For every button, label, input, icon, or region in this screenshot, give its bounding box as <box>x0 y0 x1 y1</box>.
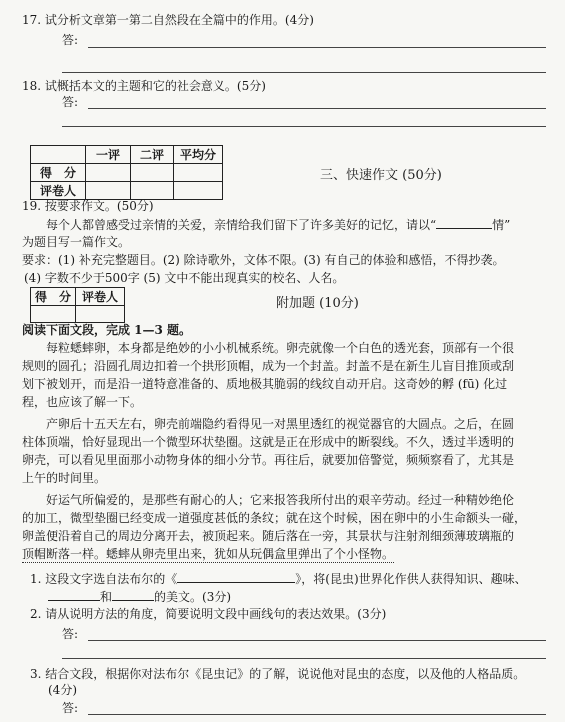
q17-answer-line-1[interactable] <box>88 47 546 48</box>
underlined-passage-line: 顶帽断落一样。蟋蟀从卵壳里出来，犹如从玩偶盒里弹出了个小怪物。 <box>22 547 395 561</box>
bonus-score-label: 得 分 <box>31 288 76 306</box>
q18-answer-label: 答: <box>62 95 79 109</box>
q17-answer-label: 答: <box>62 33 79 47</box>
score-row-label: 得 分 <box>31 164 86 182</box>
q3-text: 3. 结合文段，根据你对法布尔《昆虫记》的了解，说说他对昆虫的态度，以及他的人格品质。 <box>30 667 526 681</box>
q1-line-2 <box>48 588 231 605</box>
passage-line: 柱体顶端，恰好显现出一个微型环状垫圈。这就是正在形成中的断裂线。不久，透过半透明的 <box>22 435 515 449</box>
grader-cell[interactable] <box>86 182 131 200</box>
score-cell[interactable] <box>131 164 174 182</box>
q2-text: 2. 请从说明方法的角度，简要说明文段中画线句的表达效果。(3分) <box>30 607 387 621</box>
score-cell[interactable] <box>86 164 131 182</box>
grader-row-label: 评卷人 <box>31 182 86 200</box>
score-header-average: 平均分 <box>174 146 223 164</box>
q1-part-a: 1. 这段文字选自法布尔的《 <box>30 572 178 586</box>
q19-prompt <box>46 216 510 233</box>
q19-prompt-part-a: 每个人都曾感受过亲情的关爱，亲情给我们留下了许多美好的记忆，请以“ <box>46 218 437 232</box>
q19-requirements-2: (4) 字数不少于500字 (5) 文中不能出现真实的校名、人名。 <box>24 271 345 285</box>
q17-answer-line-2[interactable] <box>62 72 546 73</box>
q1-part-d: 的美文。(3分) <box>154 590 232 604</box>
passage-line: 产卵后十五天左右，卵壳前端隐约看得见一对黑里透红的视觉器官的大圆点。之后，在圆 <box>22 417 515 431</box>
score-cell[interactable] <box>174 164 223 182</box>
q2-answer-line-2[interactable] <box>62 658 546 659</box>
passage-line: 卵壳，可以看见里面那小动物身体的细小分节。再往后，就要加倍警觉，频频察看了，尤其是 <box>22 453 515 467</box>
q19-prompt-part-b: 情” <box>492 218 511 232</box>
passage-line: 好运气所偏爱的，是那些有耐心的人；它来报答我所付出的艰辛劳动。经过一种精妙绝伦 <box>22 493 515 507</box>
q19-text: 19. 按要求作文。(50分) <box>22 199 154 213</box>
passage-line: 卵盖便沿着自己的周边分离开去，被顶起来。随后落在一旁，其景状与注射剂细颈薄玻璃瓶的 <box>22 529 515 543</box>
q17-text: 17. 试分析文章第一第二自然段在全篇中的作用。(4分) <box>22 13 314 27</box>
score-table <box>30 145 223 200</box>
blank-1[interactable] <box>48 588 100 601</box>
q2-answer-label: 答: <box>62 627 79 641</box>
q3-answer-line-1[interactable] <box>88 714 546 715</box>
bonus-grader-label: 评卷人 <box>76 288 125 306</box>
bonus-score-table <box>30 287 125 323</box>
q18-text: 18. 试概括本文的主题和它的社会意义。(5分) <box>22 79 266 93</box>
title-blank[interactable] <box>436 216 492 229</box>
section-title-writing: 三、快速作文 (50分) <box>320 168 442 183</box>
bonus-score-cell[interactable] <box>31 306 76 323</box>
passage-line: 的加工，微型垫圈已经变成一道强度甚低的条纹；就在这个时候，困在卵中的小生命额头一碰， <box>22 511 527 525</box>
bonus-grader-cell[interactable] <box>76 306 125 323</box>
grader-cell[interactable] <box>174 182 223 200</box>
passage-line: 程，也应该了解一下。 <box>22 395 143 409</box>
q1-part-b: 》，将(昆虫)世界化作供人获得知识、趣味、 <box>295 572 527 586</box>
q18-answer-line-2[interactable] <box>62 126 546 127</box>
q18-answer-line-1[interactable] <box>88 108 546 109</box>
q19-requirements-1: 要求：(1) 补充完整题目。(2) 除诗歌外，文体不限。(3) 有自己的体验和感悟，不得抄袭。 <box>22 253 505 267</box>
score-header-second: 二评 <box>131 146 174 164</box>
book-title-blank[interactable] <box>177 570 295 583</box>
q1-text <box>30 570 527 587</box>
grader-cell[interactable] <box>131 182 174 200</box>
passage-line: 规则的圆孔；沿圆孔周边扣着一个拱形顶帽，成为一个封盖。封盖不是在新生儿盲目推顶或刮 <box>22 359 515 373</box>
reading-instruction: 阅读下面文段，完成 1—3 题。 <box>22 323 192 337</box>
q1-and: 和 <box>100 590 113 604</box>
bonus-title: 附加题 (10分) <box>276 296 359 311</box>
q3-score: (4分) <box>48 683 77 697</box>
q2-answer-line-1[interactable] <box>88 640 546 641</box>
q3-answer-label: 答: <box>62 701 79 715</box>
q19-prompt-end: 为题目写一篇作文。 <box>22 235 131 249</box>
passage-line: 划下被划开，而是沿一道特意准备的、质地极其脆弱的线纹自动开启。这奇妙的孵 (fū) 化过 <box>22 377 508 391</box>
score-header-first: 一评 <box>86 146 131 164</box>
blank-2[interactable] <box>112 588 154 601</box>
passage-line: 上午的时间里。 <box>22 471 107 485</box>
passage-line: 每粒蟋蟀卵，本身都是绝妙的小小机械系统。卵壳就像一个白色的透光套，顶部有一个很 <box>22 341 515 355</box>
